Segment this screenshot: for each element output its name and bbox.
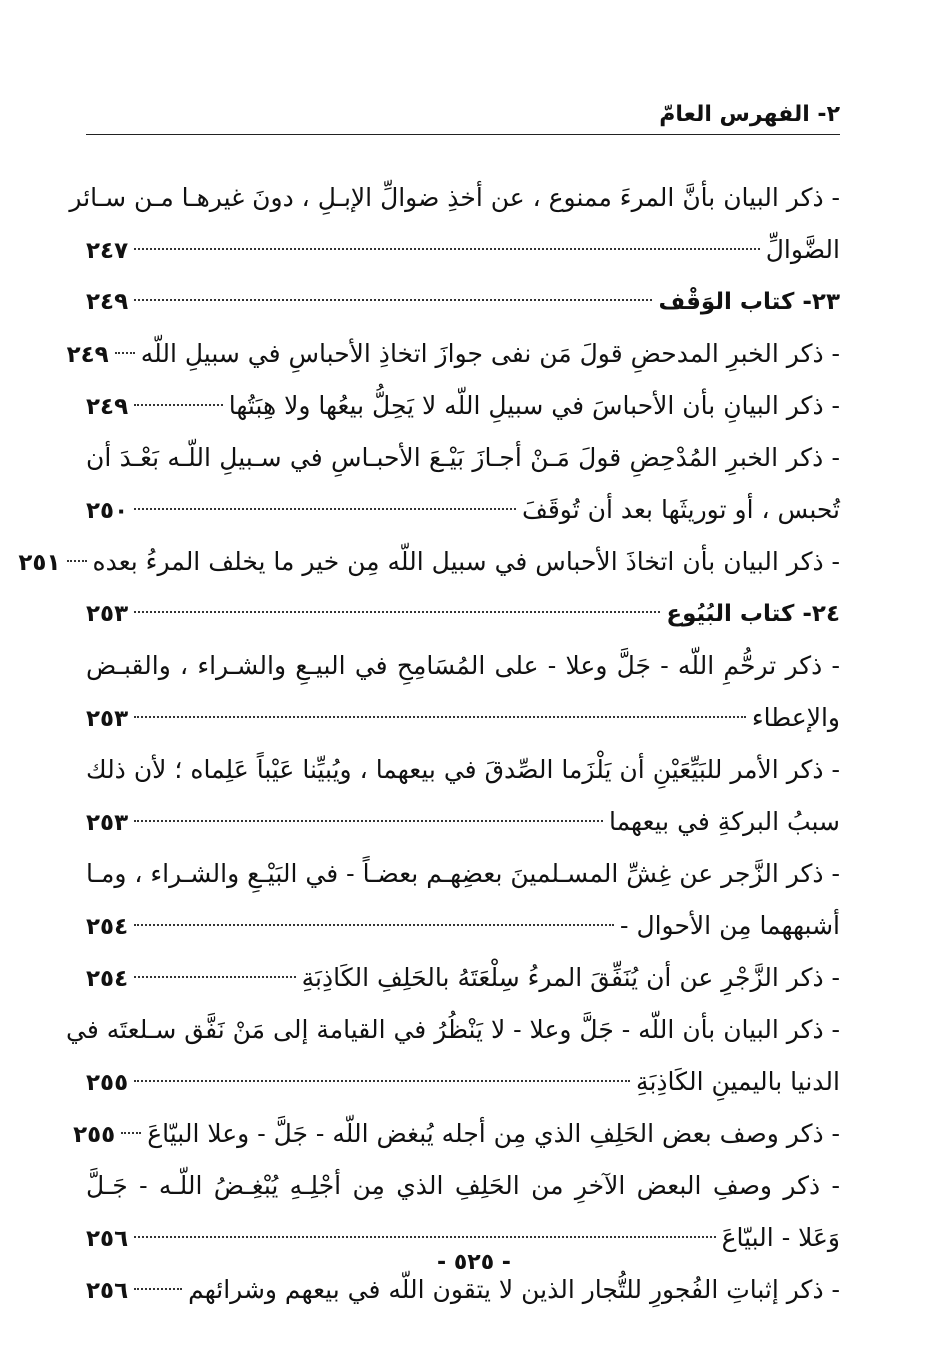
section-heading-text: ٢٤- كتاب البُيُوع (666, 601, 840, 627)
dot-leader (134, 820, 603, 822)
entry-page-number: ٢٥٦ (86, 1226, 129, 1252)
section-heading-line (86, 276, 840, 328)
entry-text: - ذكر الزَّجر عن غِشِّ المسـلمينَ بعضِهـم بعضـاً - في البَيْـعِ والشـراء ، ومـا (86, 859, 840, 888)
dot-leader (67, 560, 87, 562)
entry-text: - ذكر وصف بعض الحَلِفِ الذي مِن أجله يُبغض اللّه - جَلَّ - وعلا البيّاعَ (147, 1119, 840, 1148)
dot-leader (134, 976, 295, 978)
dot-leader (134, 1288, 182, 1290)
entry-page-number: ٢٥٤ (86, 914, 129, 940)
running-header (86, 100, 840, 135)
section-heading-line (86, 588, 840, 640)
entry-page-number: ٢٥١ (18, 550, 61, 576)
index-entry-line (69, 172, 840, 224)
index-entry-line (86, 900, 840, 952)
entry-page-number: ٢٥٠ (86, 498, 129, 524)
entry-text: - ذكر البيان بأن اتخاذَ الأحباس في سبيل اللّه مِن خير ما يخلف المرءُ بعده (92, 547, 840, 576)
entry-page-number: ٢٥٥ (86, 1070, 129, 1096)
header-title: ٢- الفهرس العامّ (659, 102, 840, 127)
dot-leader (121, 1132, 141, 1134)
index-entry-line (73, 1108, 840, 1160)
entry-page-number: ٢٤٧ (86, 238, 129, 264)
index-entry-line (86, 640, 840, 692)
entry-page-number: ٢٥٦ (86, 1278, 129, 1304)
index-entry-line (66, 328, 840, 380)
index-entry-line (86, 796, 840, 848)
entry-text: - ذكر ترحُّمِ اللّه - جَلَّ وعلا - على المُسَامِحِ في البيـعِ والشـراء ، والقبـض (86, 651, 840, 680)
index-entry-line (86, 224, 840, 276)
dot-leader (134, 611, 660, 613)
entry-page-number: ٢٥٣ (86, 601, 129, 627)
index-list (18, 172, 840, 1316)
index-entry-line (86, 848, 840, 900)
entry-text: - ذكر البيانِ بأن الأحباسَ في سبيلِ اللّه لا يَحِلُّ بيعُها ولا هِبَتُها (228, 391, 840, 420)
dot-leader (134, 508, 516, 510)
entry-page-number: ٢٥٥ (73, 1122, 116, 1148)
index-entry-line (86, 1056, 840, 1108)
dot-leader (115, 352, 135, 354)
entry-text: - ذكر إثباتِ الفُجورِ للتُّجار الذين لا يتقون اللّه في بيعهم وشرائهم (188, 1275, 840, 1304)
index-entry-line (86, 432, 840, 484)
entry-text: - ذكر الخبرِ المدحضِ قولَ مَن نفى جوازَ اتخاذِ الأحباسِ في سبيلِ اللّه (140, 339, 840, 368)
dot-leader (134, 924, 614, 926)
page-number: - ٥٢٥ - (437, 1250, 511, 1275)
entry-page-number: ٢٤٩ (86, 289, 129, 315)
section-heading-text: ٢٣- كتاب الوَقْف (658, 289, 840, 315)
entry-text: الدنيا باليمينِ الكَاذِبَةِ (636, 1067, 840, 1096)
entry-text: سببُ البركةِ في بيعهما (608, 807, 840, 836)
dot-leader (134, 716, 746, 718)
entry-text: - ذكر البيان بأن اللّه - جَلَّ وعلا - لا يَنْظُرُ في القيامة إلى مَنْ نَفَّق سـلعتَه في (66, 1015, 840, 1044)
index-entry-line (66, 1004, 840, 1056)
index-entry-line (86, 952, 840, 1004)
entry-text: - ذكر الخبرِ المُدْحِضِ قولَ مَـنْ أجـازَ بَيْـعَ الأحبـاسِ في سـبيلِ اللّـه بَعْـدَ أن (86, 443, 840, 472)
entry-page-number: ٢٥٣ (86, 706, 129, 732)
entry-text: وَعَلا - البيّاعَ (721, 1223, 840, 1252)
dot-leader (134, 1080, 630, 1082)
entry-text: تُحبس ، أو توريثَها بعد أن تُوقَفَ (521, 495, 840, 524)
entry-page-number: ٢٥٣ (86, 810, 129, 836)
entry-page-number: ٢٤٩ (86, 394, 129, 420)
dot-leader (134, 1236, 715, 1238)
index-entry-line (86, 380, 840, 432)
index-entry-line (86, 1160, 840, 1212)
dot-leader (134, 248, 760, 250)
entry-page-number: ٢٥٤ (86, 966, 129, 992)
index-entry-line (86, 484, 840, 536)
index-entry-line (18, 536, 840, 588)
entry-text: - ذكر البيان بأنَّ المرءَ ممنوع ، عن أخذِ ضوالِّ الإبـلِ ، دونَ غيرهـا مـن سـائر (69, 183, 840, 212)
index-entry-line (86, 692, 840, 744)
entry-text: الضَّوالِّ (765, 235, 840, 264)
entry-text: أشبههما مِن الأحوال - (620, 911, 840, 940)
entry-text: - ذكر الأمر للبَيِّعَيْنِ أن يَلْزَما الصِّدقَ في بيعهما ، ويُبيِّنا عَيْباً عَلِماه ؛ لأن ذلك (86, 755, 840, 784)
entry-text: - ذكر وصفِ البعض الآخرِ من الحَلِفِ الذي مِن أجْلِـهِ يُبْغِـضُ اللّـه - جَـلَّ (86, 1171, 840, 1200)
index-entry-line (86, 744, 840, 796)
dot-leader (134, 299, 652, 301)
entry-page-number: ٢٤٩ (66, 342, 109, 368)
entry-text: والإعطاء (751, 703, 840, 732)
dot-leader (134, 404, 223, 406)
entry-text: - ذكر الزَّجْرِ عن أن يُنَفِّقَ المرءُ سِلْعَتَهُ بالحَلِفِ الكَاذِبَةِ (301, 963, 840, 992)
